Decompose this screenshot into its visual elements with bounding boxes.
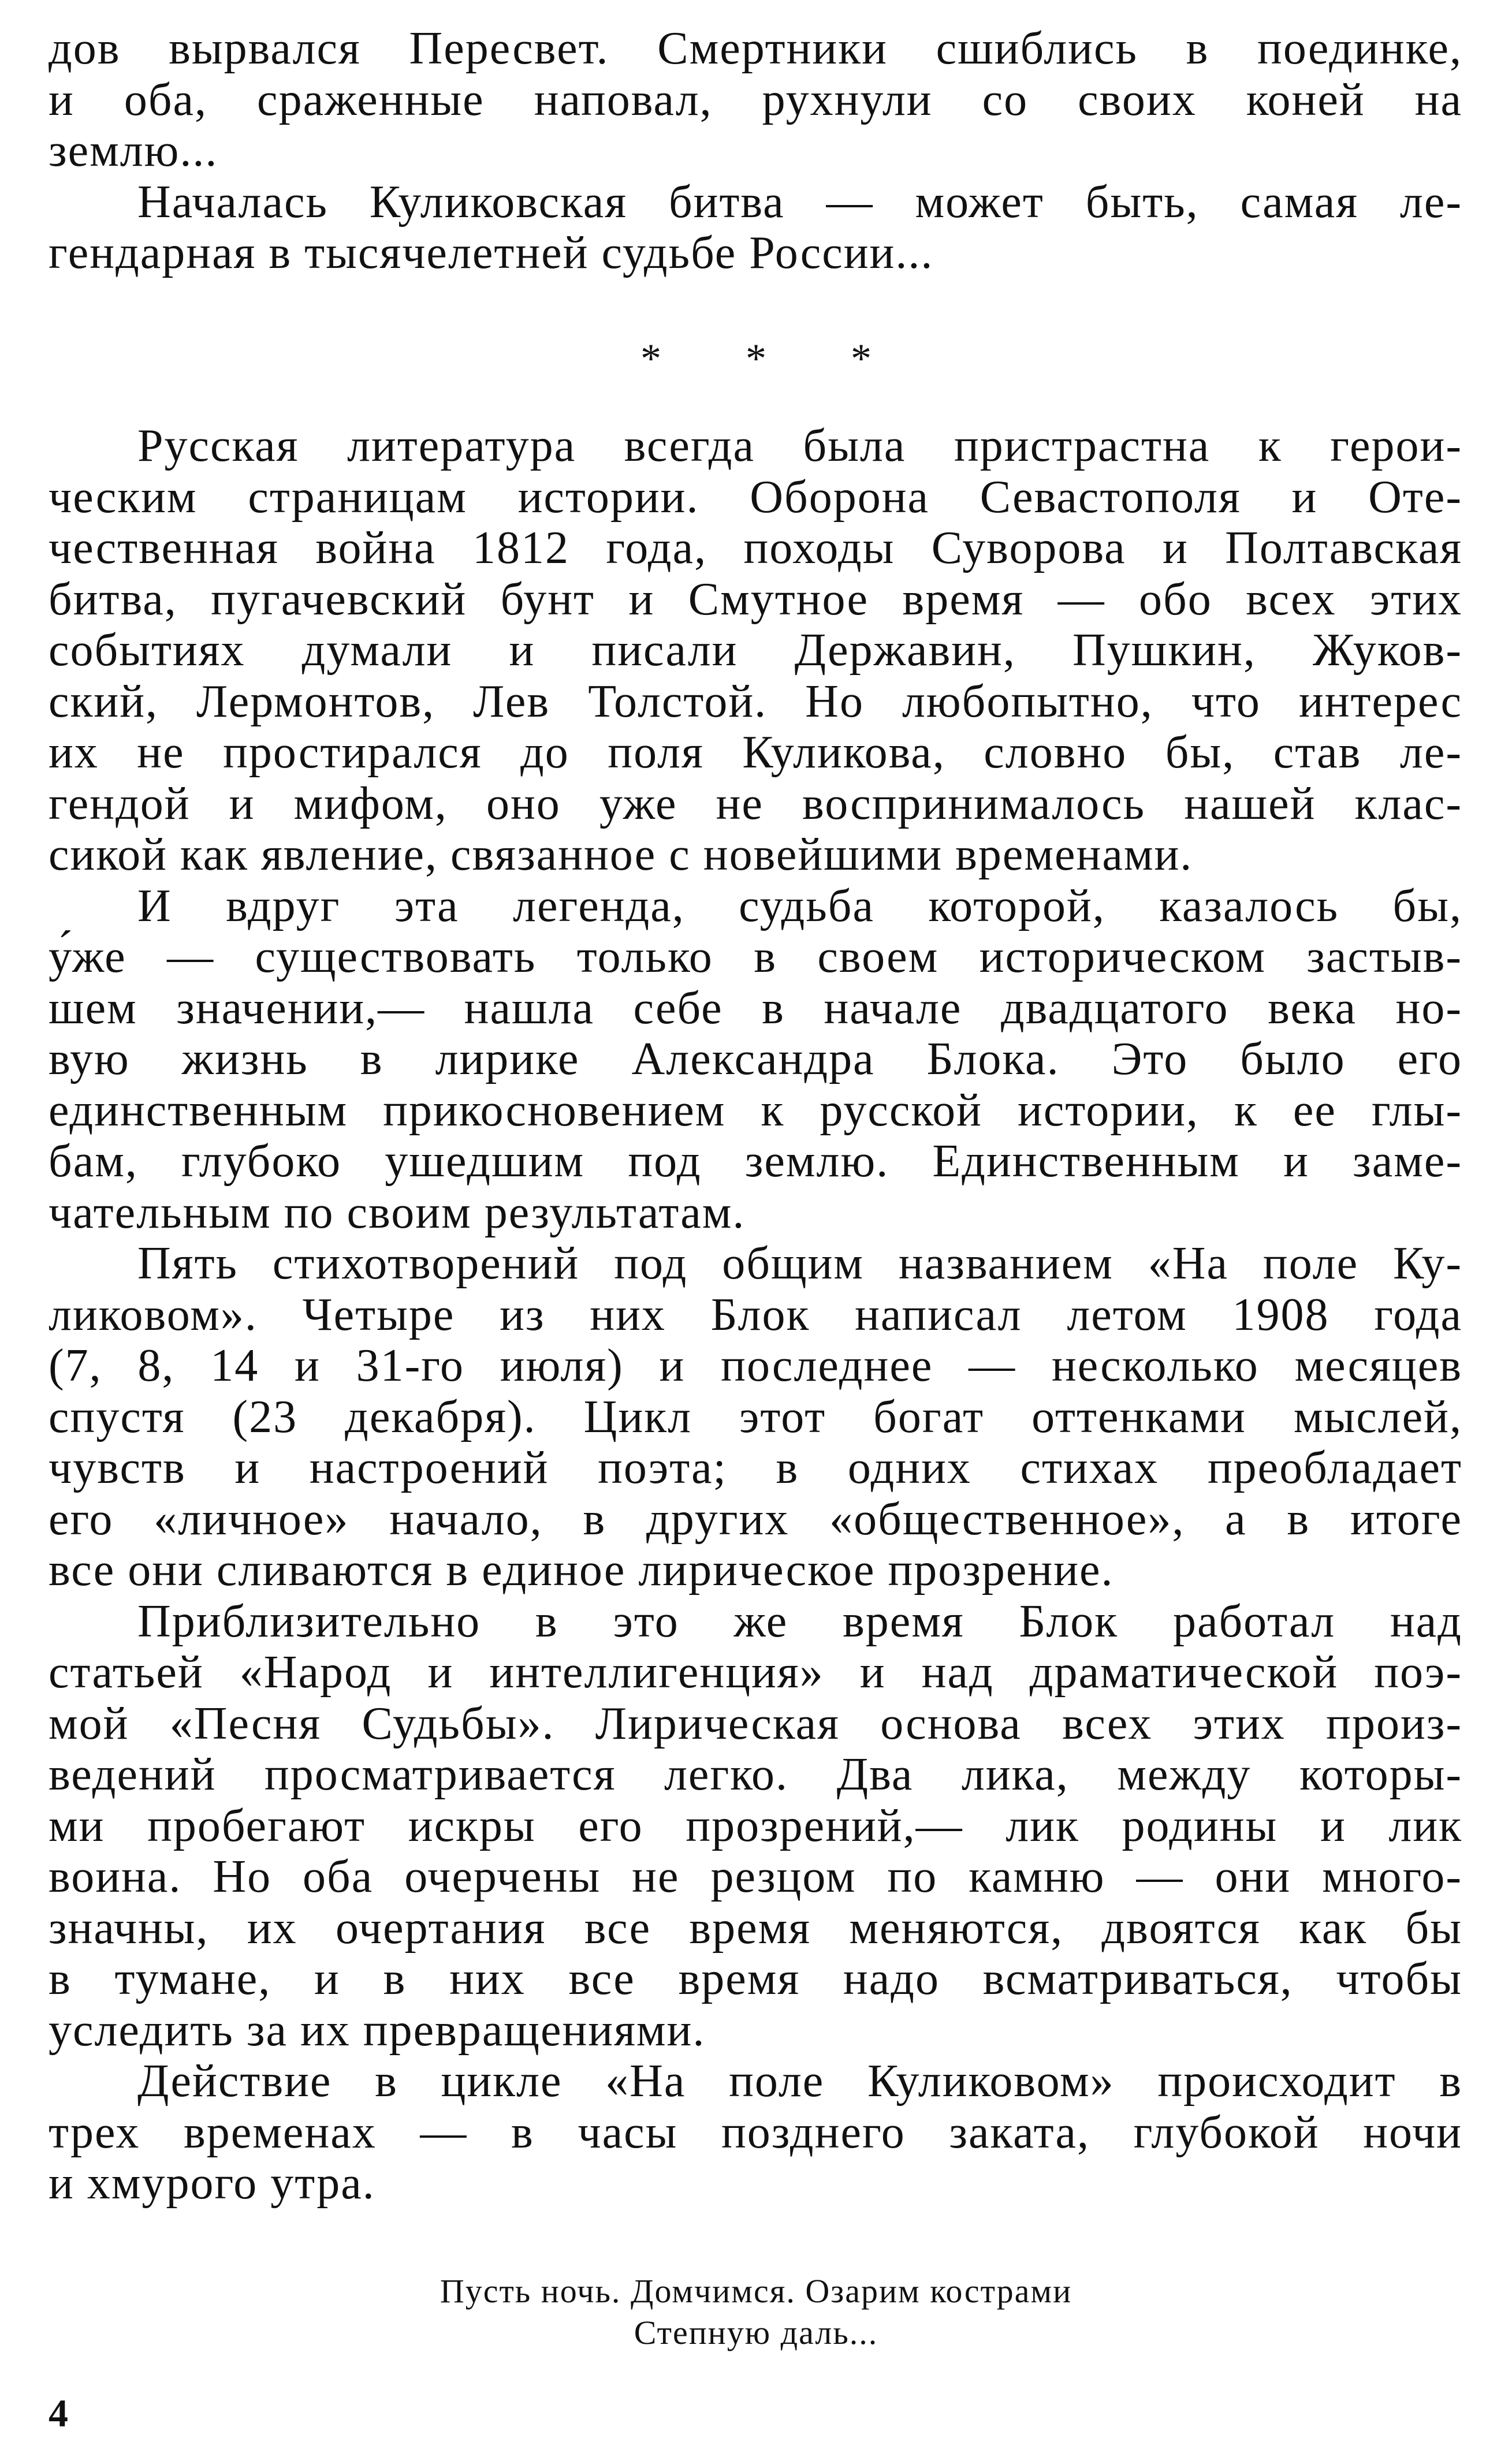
paragraph-top [49, 23, 1462, 177]
text-line: Приблизительно в это же время Блок работал над [137, 1596, 1462, 1647]
paragraph-legend [49, 881, 1462, 1239]
text-line: Действие в цикле «На поле Куликовом» происходит в [137, 2056, 1462, 2107]
text-line: ведений просматривается легко. Два лика, между которы- [49, 1749, 1462, 1800]
text-block-top [49, 23, 1462, 279]
text-line: Русская литература всегда была пристрастна к герои- [137, 420, 1462, 471]
text-line: у́же — существовать только в своем историческом застыв- [49, 931, 1462, 982]
text-line: трех временах — в часы позднего заката, глубокой ночи [49, 2107, 1462, 2158]
text-line: все они сливаются в единое лирическое прозрение. [49, 1545, 1114, 1596]
text-line: шем значении,— нашла себе в начале двадцатого века но- [49, 982, 1462, 1034]
section-separator: * * * [640, 336, 908, 382]
paragraph-cycle [49, 2056, 1462, 2209]
text-line: уследить за их превращениями. [49, 2004, 706, 2056]
text-line: событиях думали и писали Державин, Пушкин, Жуков- [49, 625, 1462, 676]
text-line: вую жизнь в лирике Александра Блока. Это было его [49, 1034, 1462, 1084]
verse-line: Пусть ночь. Домчимся. Озарим кострами [440, 2272, 1072, 2310]
text-line: в тумане, и в них все время надо всматриваться, чтобы [49, 1954, 1462, 2004]
text-line: воина. Но оба очерчены не резцом по камню — они много- [49, 1851, 1462, 1902]
text-line: ми пробегают искры его прозрений,— лик родины и лик [49, 1800, 1462, 1851]
paragraph-literature [49, 420, 1462, 881]
text-line: чувств и настроений поэта; в одних стихах преобладает [49, 1442, 1462, 1493]
page-number: 4 [49, 2391, 68, 2435]
text-block-main [49, 420, 1462, 2209]
text-line: мой «Песня Судьбы». Лирическая основа всех этих произ- [49, 1698, 1462, 1749]
text-line: гендой и мифом, оно уже не воспринималось нашей клас- [49, 778, 1462, 829]
verse-line: Степную даль... [634, 2314, 878, 2351]
text-line: ликовом». Четыре из них Блок написал летом 1908 года [49, 1289, 1462, 1340]
text-line: значны, их очертания все время меняются, двоятся как бы [49, 1902, 1462, 1954]
text-line: ский, Лермонтов, Лев Толстой. Но любопытно, что интерес [49, 676, 1462, 727]
text-line: дов вырвался Пересвет. Смертники сшиблись в поединке, [49, 23, 1462, 74]
text-line: и хмурого утра. [49, 2158, 375, 2209]
text-line: чательным по своим результатам. [49, 1187, 746, 1238]
text-line: (7, 8, 14 и 31-го июля) и последнее — несколько месяцев [49, 1340, 1462, 1391]
text-line: чественная война 1812 года, походы Суворова и Полтавская [49, 523, 1462, 573]
paragraph-battle [49, 177, 1462, 279]
text-line: спустя (23 декабря). Цикл этот богат оттенками мыслей, [49, 1391, 1462, 1442]
text-line: гендарная в тысячелетней судьбе России... [49, 228, 934, 278]
text-line: битва, пугачевский бунт и Смутное время — обо всех этих [49, 573, 1462, 625]
text-line: статьей «Народ и интеллигенция» и над драматической поэ- [49, 1647, 1462, 1698]
text-line: и оба, сраженные наповал, рухнули со своих коней на [49, 74, 1462, 125]
text-line: ческим страницам истории. Оборона Севастополя и Оте- [49, 471, 1462, 523]
text-line: Пять стихотворений под общим названием «На поле Ку- [137, 1238, 1462, 1289]
text-line: их не простирался до поля Куликова, словно бы, став ле- [49, 727, 1462, 778]
text-line: Началась Куликовская битва — может быть, самая ле- [137, 176, 1462, 228]
text-line: его «личное» начало, в других «общественное», а в итоге [49, 1493, 1462, 1545]
text-line: сикой как явление, связанное с новейшими временами. [49, 829, 1193, 880]
text-line: единственным прикосновением к русской истории, к ее глы- [49, 1084, 1462, 1136]
text-line: землю... [49, 125, 218, 176]
paragraph-article [49, 1596, 1462, 2056]
paragraph-poems [49, 1238, 1462, 1596]
text-line: бам, глубоко ушедшим под землю. Единственным и заме- [49, 1136, 1462, 1187]
text-line: И вдруг эта легенда, судьба которой, казалось бы, [137, 880, 1462, 931]
